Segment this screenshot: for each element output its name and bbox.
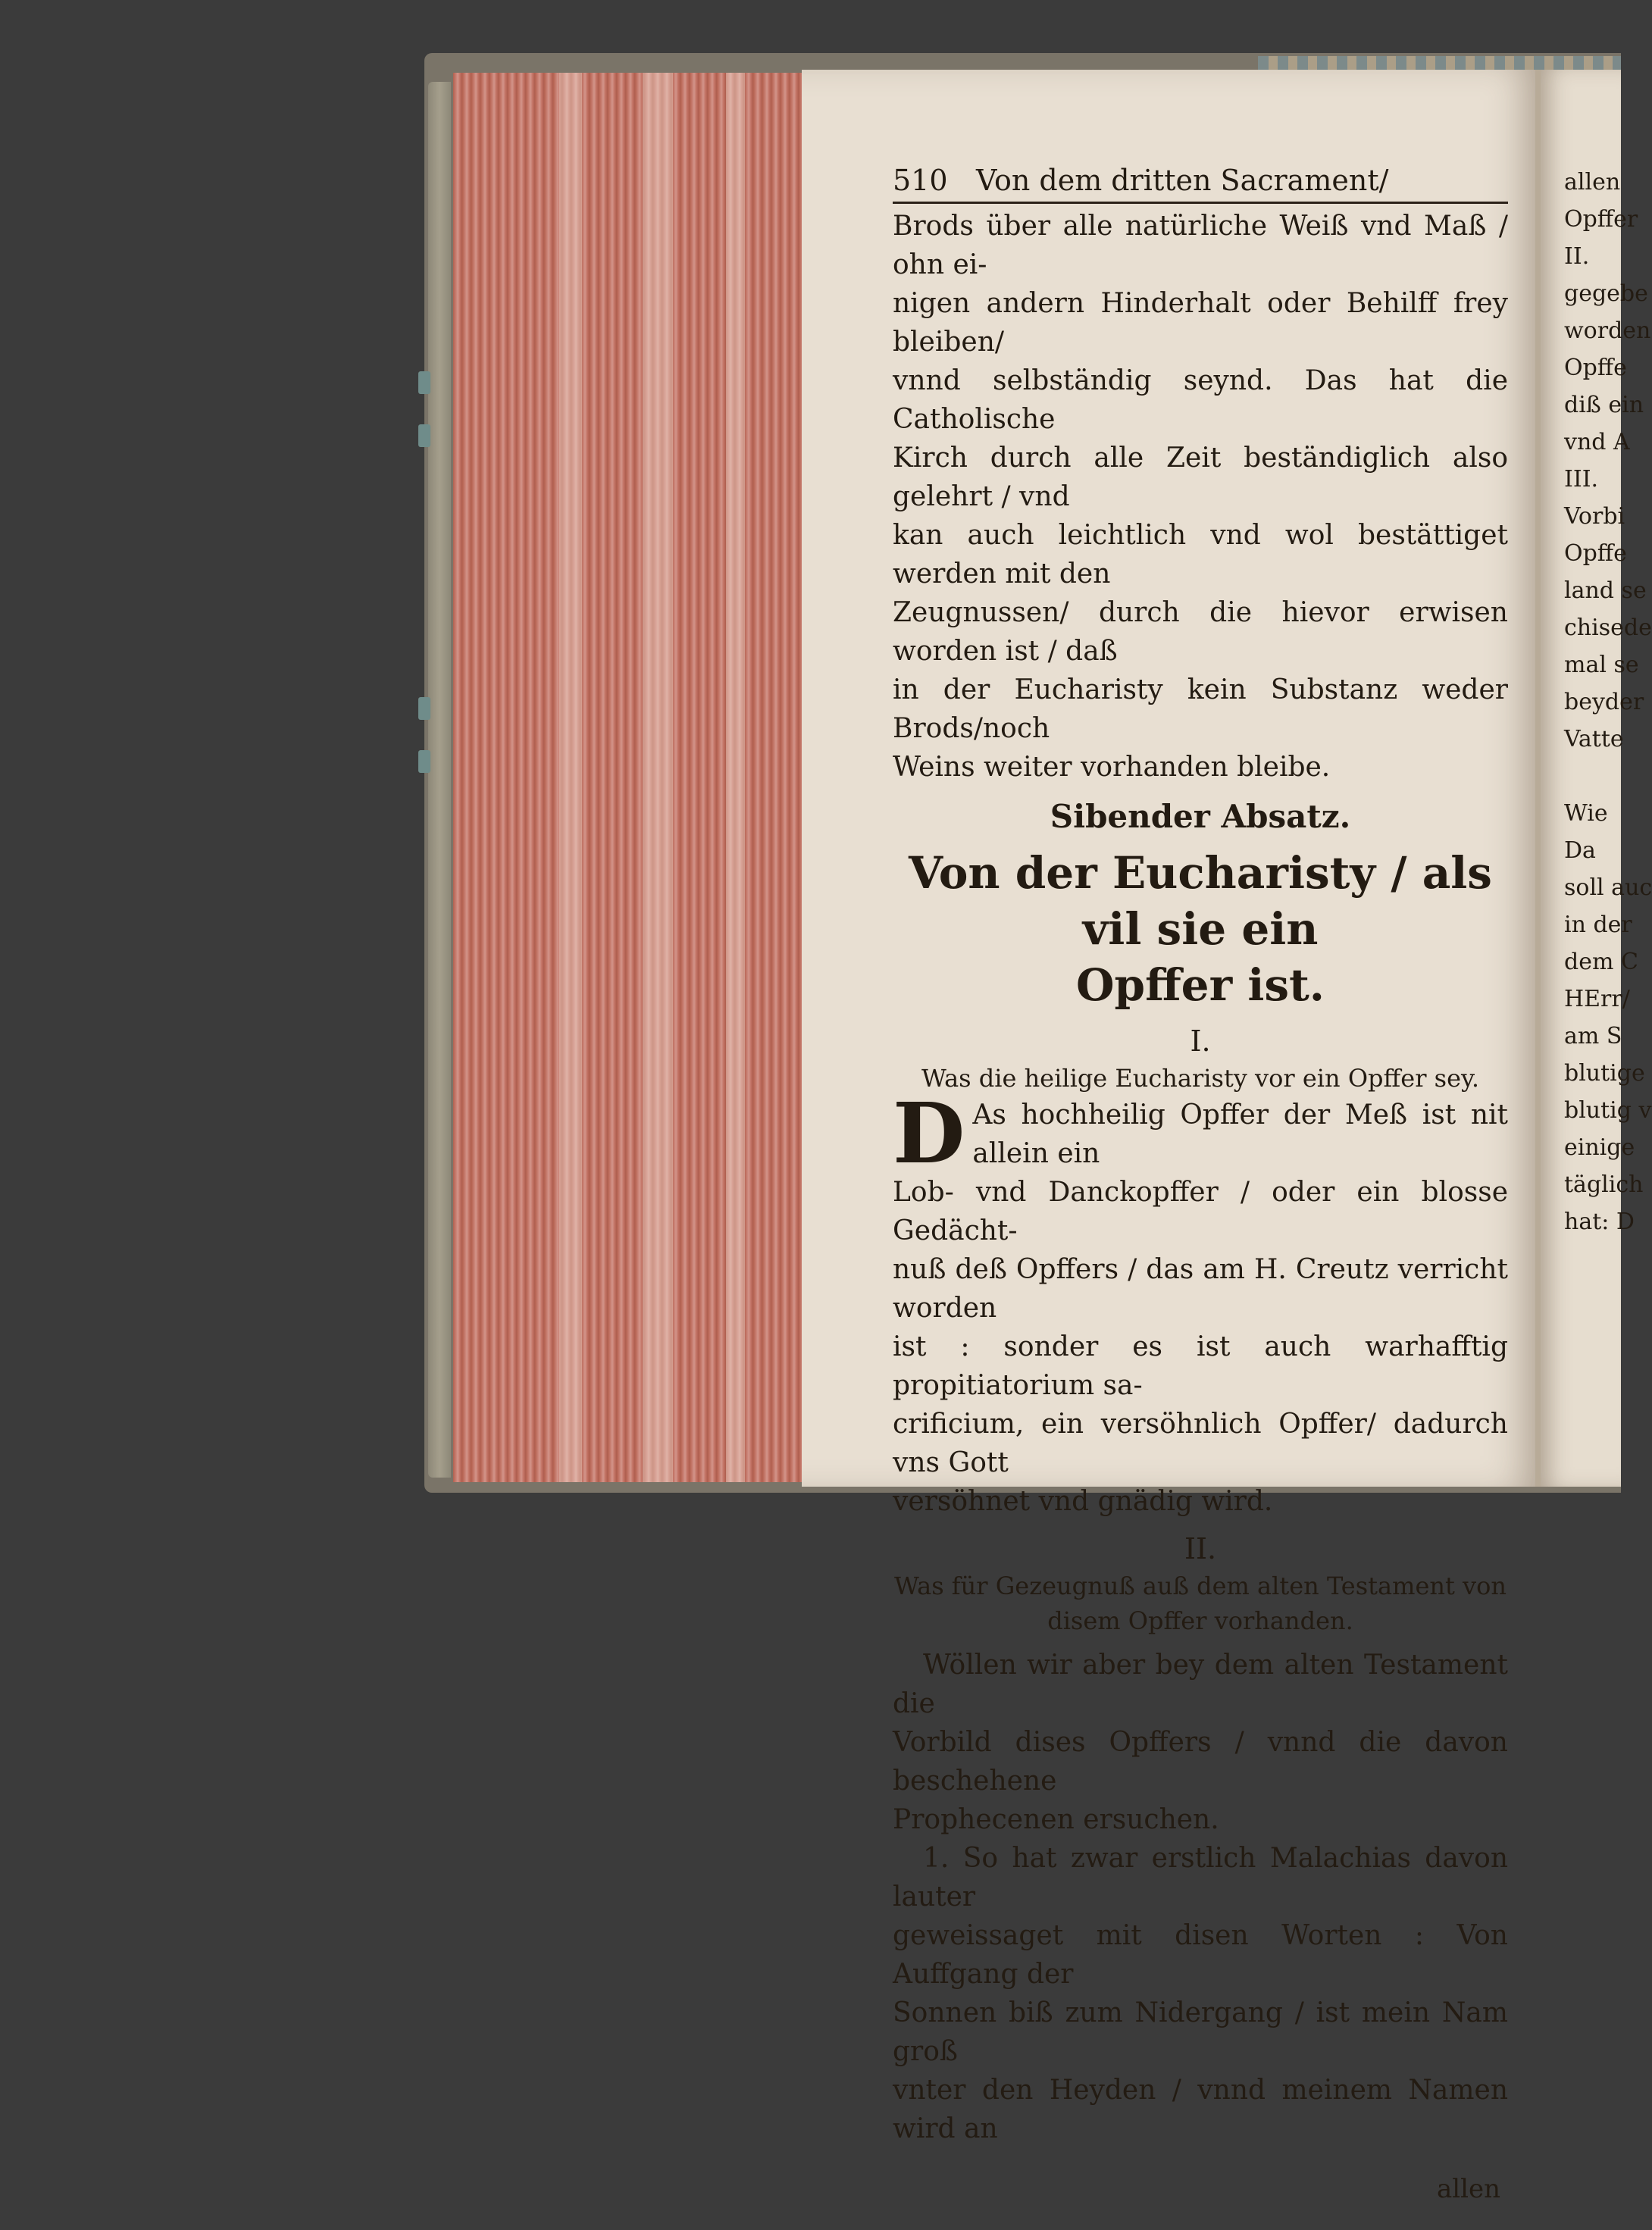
catchword: allen: [1436, 2174, 1500, 2204]
clasp: [418, 697, 430, 720]
page-header: [893, 164, 1508, 204]
text-line: Zeugnussen/ durch die hievor erwisen worden ist / daß: [893, 597, 1508, 667]
numeral-1: I.: [1190, 1024, 1211, 1058]
text-line: Weins weiter vorhanden bleibe.: [893, 752, 1331, 783]
fragment: allen: [1564, 169, 1621, 195]
fragment: Opffe: [1564, 355, 1627, 381]
fragment: blutig v: [1564, 1097, 1652, 1124]
text-line: Brods über alle natürliche Weiß vnd Maß / ohn ei-: [893, 211, 1508, 280]
fragment: beyder: [1564, 689, 1644, 715]
text-line: Vorbild dises Opffers / vnnd die davon beschehene: [893, 1727, 1508, 1797]
part1-body: [893, 1084, 1508, 1521]
fragment: II.: [1564, 243, 1590, 270]
fragment: land se: [1564, 577, 1647, 604]
fragment: diß ein: [1564, 392, 1644, 418]
fragment: mal se: [1564, 652, 1639, 678]
clasp: [418, 750, 430, 773]
fragment: hat: D: [1564, 1209, 1635, 1235]
text-line: Prophecenen ersuchen.: [893, 1804, 1219, 1835]
fragment: Vatte: [1564, 726, 1624, 752]
text-line: nigen andern Hinderhalt oder Behilff frey bleiben/: [893, 288, 1508, 358]
fragment: Vorbi: [1564, 503, 1625, 530]
red-page-edges: [453, 73, 802, 1482]
left-page-text: [893, 164, 1508, 2230]
text-line: vnnd selbständig seynd. Das hat die Catholische: [893, 365, 1508, 435]
fragment: chisede: [1564, 615, 1652, 641]
fragment: worden: [1564, 317, 1651, 344]
text-line: As hochheilig Opffer der Meß ist nit allein ein: [972, 1099, 1508, 1169]
fragment: soll auc: [1564, 874, 1652, 901]
fragment: Opffe: [1564, 540, 1627, 567]
text-line: Wöllen wir aber bey dem alten Testament die: [893, 1650, 1508, 1719]
running-head: Von dem dritten Sacrament/: [976, 164, 1389, 197]
book-spine: [428, 82, 451, 1478]
fragment: blutige: [1564, 1060, 1645, 1087]
part2-body: [893, 1646, 1508, 2148]
text-line: nuß deß Opffers / das am H. Creutz verricht worden: [893, 1254, 1508, 1324]
fragment: HErr/: [1564, 986, 1630, 1012]
fragment: Wie: [1564, 800, 1608, 827]
section-title: Von der Eucharisty / als vil sie ein: [909, 847, 1492, 955]
fragment: Opffer: [1564, 206, 1638, 233]
text-line: geweissaget mit disen Worten : Von Auffgang der: [893, 1920, 1508, 1990]
text-line: 1. So hat zwar erstlich Malachias davon lauter: [893, 1843, 1508, 1913]
fragment: am S: [1564, 1023, 1622, 1049]
text-line: ist : sonder es ist auch warhafftig propitiatorium sa-: [893, 1331, 1508, 1401]
section-title-line2: Opffer ist.: [1075, 959, 1325, 1011]
text-line: Sonnen biß zum Nidergang / ist mein Nam groß: [893, 1997, 1508, 2067]
clasp: [418, 424, 430, 447]
text-line: Kirch durch alle Zeit beständiglich also gelehrt / vnd: [893, 443, 1508, 512]
drop-cap: D: [893, 1084, 965, 1182]
fragment: [1564, 758, 1621, 795]
fragment: Da: [1564, 837, 1596, 864]
text-line: crificium, ein versöhnlich Opffer/ dadurch vns Gott: [893, 1409, 1508, 1478]
text-line: in der Eucharisty kein Substanz weder Brods/noch: [893, 674, 1508, 744]
clasp: [418, 371, 430, 394]
fragment: gegebe: [1564, 280, 1648, 307]
text-line: Lob- vnd Danckopffer / oder ein blosse Gedächt-: [893, 1177, 1508, 1246]
fragment: III.: [1564, 466, 1599, 493]
opening-paragraph: [893, 207, 1508, 787]
subheading-2-line2: disem Opffer vorhanden.: [1047, 1606, 1353, 1635]
subheading-2: Was für Gezeugnuß auß dem alten Testament von: [894, 1572, 1507, 1600]
text-line: versöhnet vnd gnädig wird.: [893, 1486, 1273, 1517]
fragment: täglich: [1564, 1171, 1644, 1198]
fragment: in der: [1564, 912, 1632, 938]
numeral-2: II.: [1184, 1532, 1217, 1565]
right-page-text: [1564, 164, 1652, 1240]
section-heading: Sibender Absatz.: [1050, 798, 1351, 835]
fragment: dem C: [1564, 949, 1638, 975]
page-number: 510: [893, 164, 948, 197]
fragment: einige: [1564, 1134, 1635, 1161]
text-line: vnter den Heyden / vnnd meinem Namen wird an: [893, 2075, 1508, 2144]
subheading-1: Was die heilige Eucharisty vor ein Opffer sey.: [921, 1064, 1480, 1093]
text-line: kan auch leichtlich vnd wol bestättiget werden mit den: [893, 520, 1508, 590]
fragment: vnd A: [1564, 429, 1630, 455]
